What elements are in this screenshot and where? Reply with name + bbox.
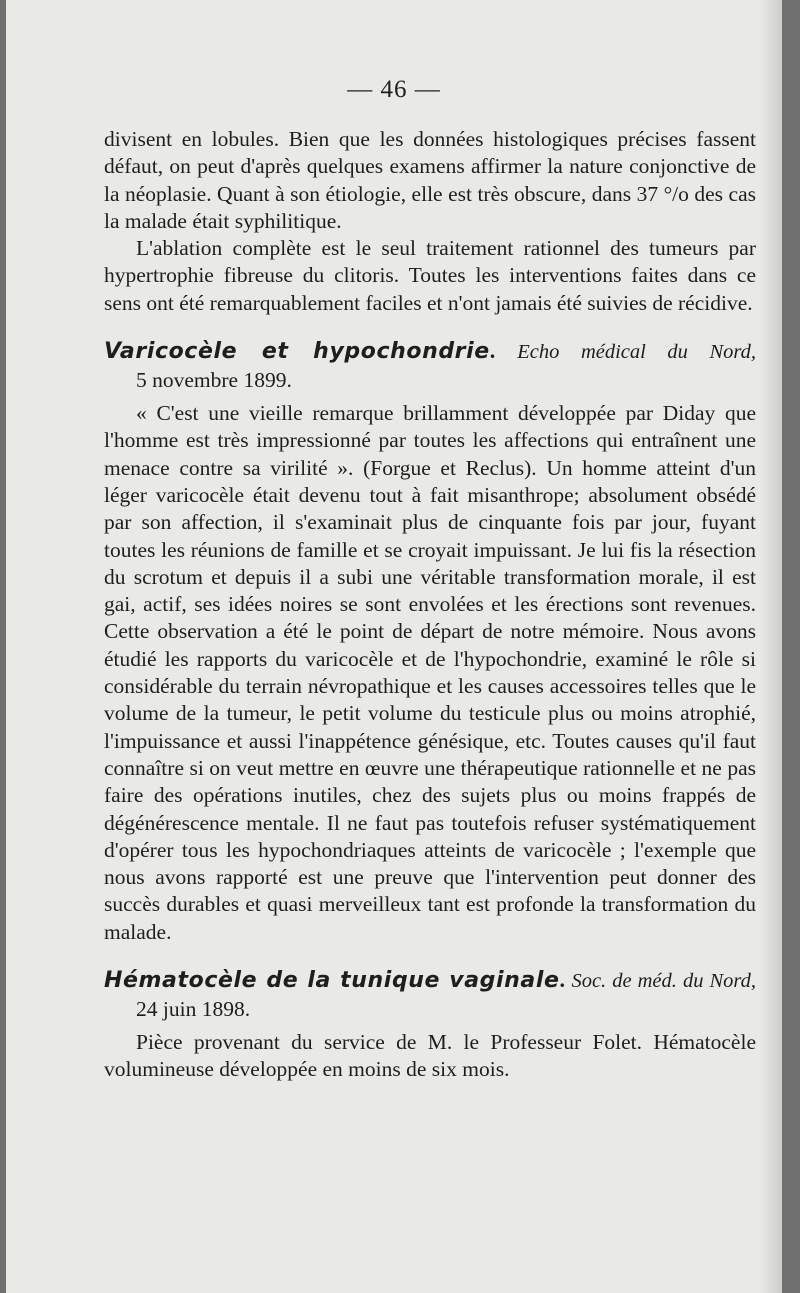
page-number: — 46 — xyxy=(347,76,441,103)
section-heading xyxy=(104,966,756,995)
intro-paragraph-2: L'ablation complète est le seul traitement rationnel des tumeurs par hypertrophie fibreuse du clitoris. Toutes les interventions faites dans ce sens ont été remarquablement faciles et n'ont jamais été suivies de récidive. xyxy=(104,236,756,315)
section-body: Pièce provenant du service de M. le Professeur Folet. Hématocèle volumineuse développée en moins de six mois. xyxy=(104,1030,756,1082)
section-title-separator: . xyxy=(489,338,496,364)
section-source: Soc. de méd. du Nord, xyxy=(571,970,757,993)
section-hematocele xyxy=(104,966,756,1084)
section-body: « C'est une vieille remarque brillamment développée par Diday que l'homme est très impressionné par toutes les affections qui entraînent une menace contre sa virilité ». (Forgue et Reclus). Un homme atteint d'un léger varicocèle était devenu tout à fait misanthrope; absolument obsédé par son affection, il s'examinait plus de cinquante fois par jour, fuyant toutes les réunions de famille et se croyait impuissant. Je lui fis la résection du scrotum et depuis il a subi une véritable transformation morale, il est gai, actif, ses idées noires se sont envolées et les érections sont revenues. Cette observation a été le point de départ de notre mémoire. Nous avons étudié les rapports du varicocèle et de l'hypochondrie, examiné le rôle si considérable du terrain névropathique et les causes accessoires telles que le volume de la tumeur, le petit volume du testicule plus ou moins atrophié, l'impuissance et aussi l'inappétence génésique, etc. Toutes causes qu'il faut connaître si on veut mettre en œuvre une thérapeutique rationnelle et ne pas faire des opérations inutiles, chez des sujets plus ou moins frappés de dégénérescence mentale. Il ne faut pas toutefois refuser systématiquement d'opérer tous les hypochondriaques atteints de varicocèle ; l'exemple que nous avons rapporté est une preuve que l'intervention peut donner des succès durables et quasi merveilleux tant est profonde la transformation du malade. xyxy=(104,401,756,944)
section-source: Echo médical du Nord, xyxy=(517,341,756,364)
section-title: Varicocèle et hypochondrie xyxy=(104,339,490,365)
intro-paragraph-1: divisent en lobules. Bien que les données histologiques précises fassent défaut, on peut d'après quelques examens affirmer la nature conjonctive de la néoplasie. Quant à son étiologie, elle est très obscure, dans 37 °/o des cas la malade était syphilitique. xyxy=(104,127,756,233)
section-date: 24 juin 1898. xyxy=(136,997,251,1022)
document-page xyxy=(6,0,782,1293)
section-title-separator: . xyxy=(559,967,566,993)
section-title: Hématocèle de la tunique vaginale xyxy=(104,968,560,994)
page-edge-shadow xyxy=(760,0,782,1293)
section-heading xyxy=(104,337,756,366)
section-date: 5 novembre 1899. xyxy=(136,368,292,393)
page-body xyxy=(104,126,756,1084)
section-varicocele xyxy=(104,337,756,946)
